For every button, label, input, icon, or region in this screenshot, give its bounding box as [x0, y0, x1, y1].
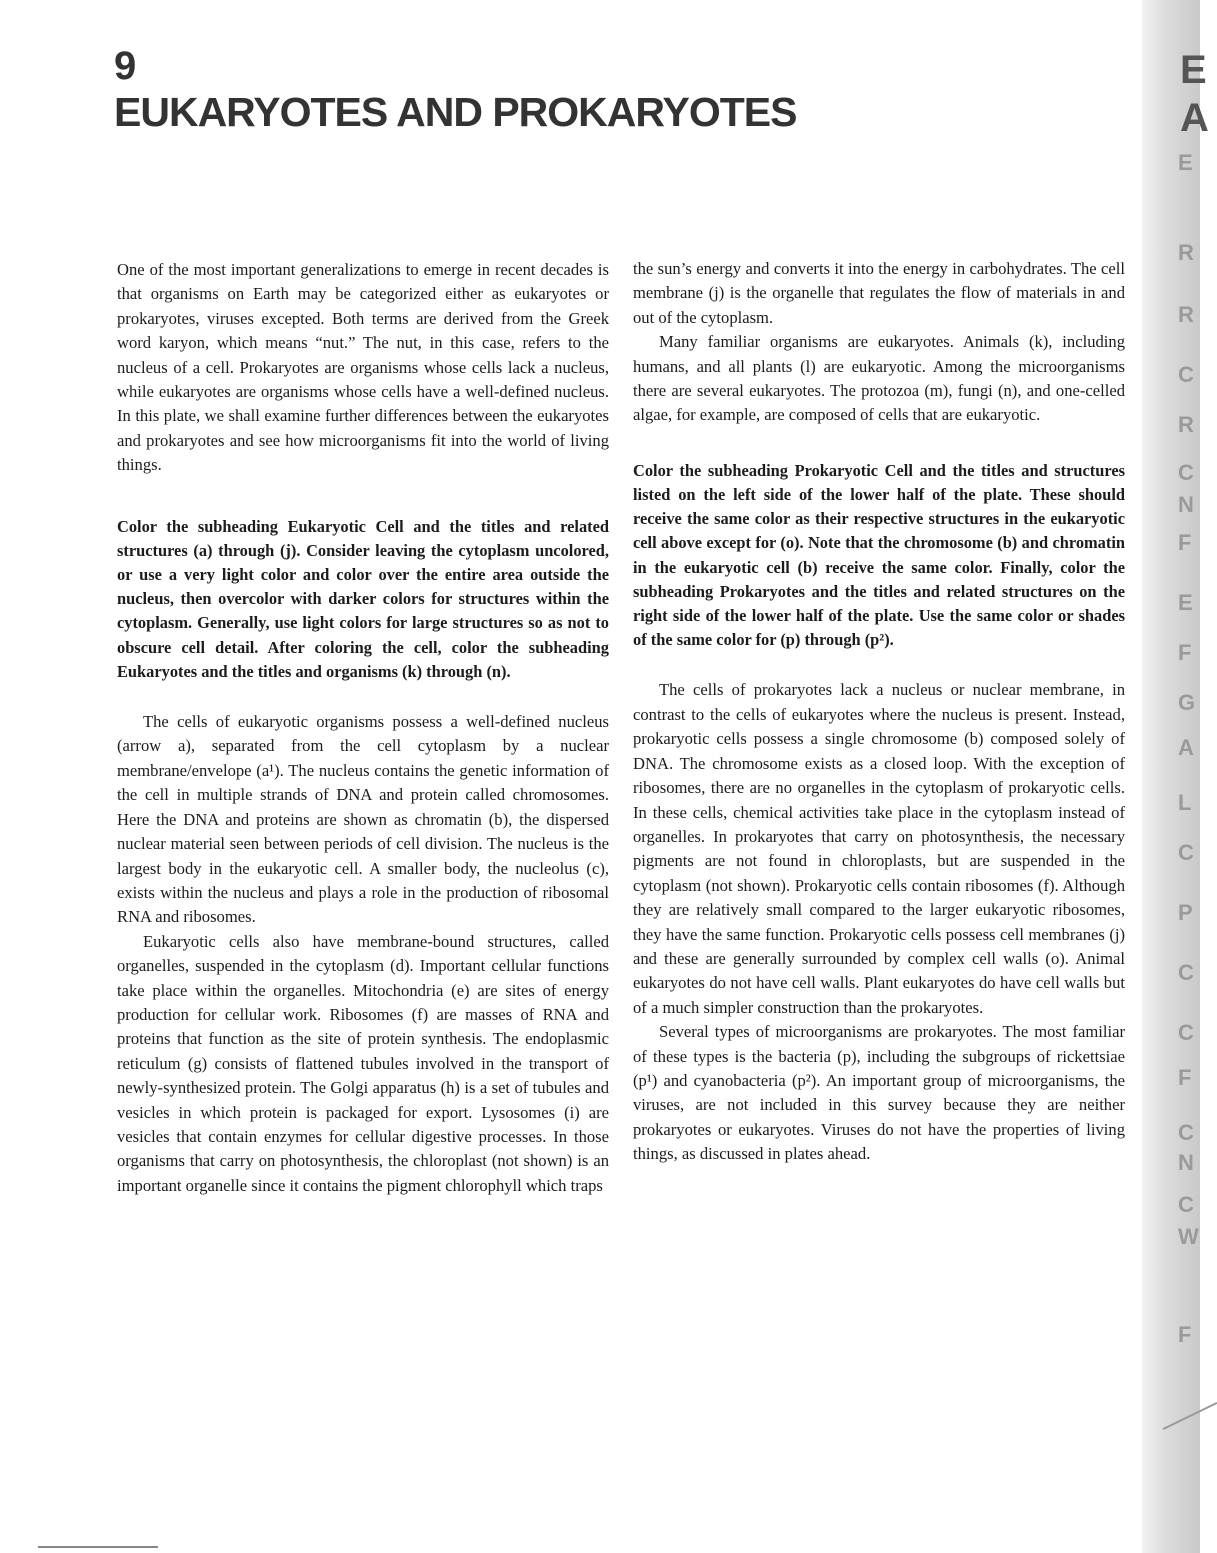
edge-letter: G	[1178, 690, 1196, 715]
edge-letter: R	[1178, 302, 1194, 327]
edge-letter: F	[1178, 1322, 1192, 1347]
edge-letter: E	[1178, 590, 1193, 615]
next-page-edge	[1142, 0, 1200, 1553]
edge-letter: R	[1178, 240, 1194, 265]
edge-letter: F	[1178, 1065, 1192, 1090]
right-column	[633, 257, 1125, 1167]
edge-letter: R	[1178, 412, 1194, 437]
eukaryote-coloring-instruction: Color the subheading Eukaryotic Cell and the titles and related structures (a) through (j). Consider leaving the cytoplasm uncolored, or use a very light color and color over the entire area outside the nucleus, then overcolor with darker colors for structures within the cytoplasm. Generally, use light colors for large structures so as not to obscure cell detail. After coloring the cell, color the subheading Eukaryotes and the titles and organisms (k) through (n).	[117, 516, 609, 681]
edge-letter: C	[1178, 960, 1194, 985]
edge-letter: C	[1178, 1120, 1194, 1145]
microorganism-types-paragraph: Several types of microorganisms are prokaryotes. The most familiar of these types is the bacteria (p), including the subgroups of rickettsiae (p¹) and cyanobacteria (p²). An important group of microorganisms, the viruses, are not included in this survey because they are neither prokaryotes or eukaryotes. Viruses do not have the properties of living things, as discussed in plates ahead.	[633, 1022, 1125, 1164]
edge-letter: F	[1178, 530, 1192, 555]
bottom-scan-mark	[38, 1546, 158, 1548]
familiar-eukaryotes-paragraph: Many familiar organisms are eukaryotes. Animals (k), including humans, and all plants (l) are eukaryotic. Among the microorganisms there are several eukaryotes. The protozoa (m), fungi (n), and one-celled algae, for example, are composed of cells that are eukaryotic.	[633, 332, 1125, 425]
edge-letter: W	[1178, 1224, 1199, 1249]
edge-letter: A	[1178, 735, 1194, 760]
edge-letter: C	[1178, 1192, 1194, 1217]
edge-letter: N	[1178, 492, 1194, 517]
continuation-paragraph: the sun’s energy and converts it into the energy in carbohydrates. The cell membrane (j) is the organelle that regulates the flow of materials in and out of the cytoplasm.	[633, 259, 1125, 327]
edge-letter: C	[1178, 362, 1194, 387]
edge-letter: C	[1178, 460, 1194, 485]
intro-paragraph: One of the most important generalizations to emerge in recent decades is that organisms on Earth may be categorized either as eukaryotes or prokaryotes, viruses excepted. Both terms are derived from the Greek word karyon, which means “nut.” The nut, in this case, refers to the nucleus of a cell. Prokaryotes are organisms whose cells lack a nucleus, while eukaryotes are organisms whose cells have a well-defined nucleus. In this plate, we shall examine further differences between the eukaryotes and prokaryotes and see how microorganisms fit into the world of living things.	[117, 260, 609, 475]
edge-letter: L	[1178, 790, 1192, 815]
edge-letter: F	[1178, 640, 1192, 665]
edge-letter: E	[1180, 48, 1207, 92]
edge-letter: E	[1178, 150, 1193, 175]
prokaryote-coloring-instruction: Color the subheading Prokaryotic Cell and the titles and structures listed on the left side of the lower half of the plate. These should receive the same color as their respective structures in the eukaryotic cell above except for (o). Note that the chromosome (b) and chromatin in the eukaryotic cell (b) receive the same color. Finally, color the subheading Prokaryotes and the titles and related structures on the right side of the lower half of the plate. Use the same color or shades of the same color for (p) through (p²).	[633, 460, 1125, 650]
plate-number: 9	[114, 44, 137, 88]
prokaryotes-paragraph: The cells of prokaryotes lack a nucleus or nuclear membrane, in contrast to the cells of eukaryotes where the nucleus is present. Instead, prokaryotic cells possess a single chromosome (b) composed solely of DNA. The chromosome exists as a closed loop. With the exception of ribosomes, there are no organelles in the cytoplasm of prokaryotic cells. In these cells, chemical activities take place in the cytoplasm instead of organelles. In prokaryotes that carry on photosynthesis, the necessary pigments are not found in chloroplasts, but are suspended in the cytoplasm (not shown). Prokaryotic cells contain ribosomes (f). Although they are relatively small compared to the larger eukaryotic ribosomes, they have the same function. Prokaryotic cells possess cell membranes (j) and these are generally surrounded by complex cell walls (o). Animal eukaryotes do not have cell walls. Plant eukaryotes do have cell walls but of a much simpler construction than the prokaryotes.	[633, 680, 1125, 1017]
plate-title: EUKARYOTES AND PROKARYOTES	[114, 89, 797, 135]
edge-letter: A	[1180, 96, 1209, 140]
edge-letter: P	[1178, 900, 1193, 925]
left-column	[117, 258, 609, 1198]
edge-letter: C	[1178, 1020, 1194, 1045]
nucleus-paragraph: The cells of eukaryotic organisms possess a well-defined nucleus (arrow a), separated from the cell cytoplasm by a nuclear membrane/envelope (a¹). The nucleus contains the genetic information of the cell in multiple strands of DNA and protein called chromosomes. Here the DNA and proteins are shown as chromatin (b), the dispersed nuclear material seen between periods of cell division. The nucleus is the largest body in the eukaryotic cell. A smaller body, the nucleolus (c), exists within the nucleus and plays a role in the production of ribosomal RNA and ribosomes.	[117, 712, 609, 927]
edge-letter: N	[1178, 1150, 1194, 1175]
edge-letter: C	[1178, 840, 1194, 865]
organelles-paragraph: Eukaryotic cells also have membrane-bound structures, called organelles, suspended in the cytoplasm (d). Important cellular functions take place within the organelles. Mitochondria (e) are sites of energy production for cellular work. Ribosomes (f) are masses of RNA and proteins that function as the site of protein synthesis. The endoplasmic reticulum (g) consists of flattened tubules involved in the transport of newly-synthesized protein. The Golgi apparatus (h) is a set of tubules and vesicles in which protein is packaged for export. Lysosomes (i) are vesicles that contain enzymes for cellular digestive processes. In those organisms that carry on photosynthesis, the chloroplast (not shown) is an important organelle since it contains the pigment chlorophyll which traps	[117, 931, 609, 1195]
